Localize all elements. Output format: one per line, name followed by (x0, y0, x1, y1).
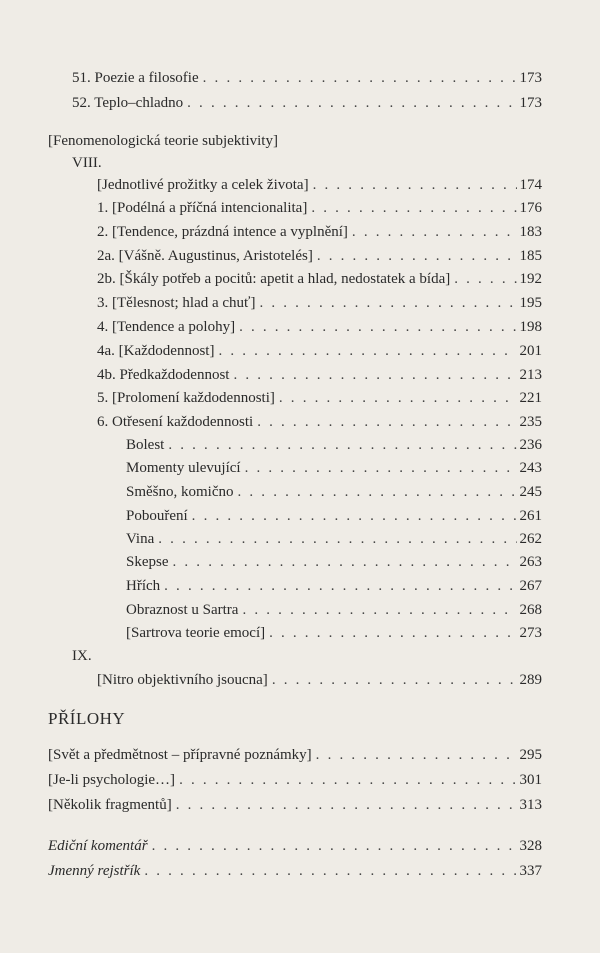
toc-entry-title: Ediční komentář (48, 838, 148, 854)
toc-entry-page: 195 (519, 295, 542, 311)
toc-subentry (126, 552, 542, 572)
toc-entry-title: 5. [Prolomení každodennosti] (97, 390, 275, 406)
toc-entry-page: 263 (519, 554, 542, 570)
toc-entry (48, 770, 542, 790)
toc-entry-page: 236 (519, 437, 542, 453)
leader-dots (233, 365, 516, 385)
toc-entry-page: 273 (519, 625, 542, 641)
toc-entry-page: 289 (519, 672, 542, 688)
toc-entry-page: 213 (519, 367, 542, 383)
toc-entry (97, 269, 542, 289)
leader-dots (245, 458, 517, 478)
toc-entry-title: [Nitro objektivního jsoucna] (97, 672, 268, 688)
toc-entry-page: 337 (519, 863, 542, 879)
appendices-heading: PŘÍLOHY (48, 709, 126, 728)
toc-entry-page: 174 (519, 177, 542, 193)
toc-entry-title: 4b. Předkaždodennost (97, 367, 230, 383)
leader-dots (144, 861, 516, 881)
leader-dots (164, 576, 516, 596)
leader-dots (269, 623, 516, 643)
toc-entry-page: 192 (519, 271, 542, 287)
toc-entry (97, 175, 542, 195)
leader-dots (192, 506, 517, 526)
toc-entry-title: [Svět a předmětnost – přípravné poznámky] (48, 747, 312, 763)
toc-entry-page: 261 (519, 508, 542, 524)
toc-subentry (126, 623, 542, 643)
leader-dots (158, 529, 516, 549)
toc-subentry (126, 482, 542, 502)
toc-entry-page: 176 (519, 200, 542, 216)
toc-entry-title: 4. [Tendence a polohy] (97, 319, 236, 335)
toc-entry-page: 185 (519, 248, 542, 264)
toc-entry-title: [Sartrova teorie emocí] (126, 625, 266, 641)
toc-entry-title: Skepse (126, 554, 169, 570)
toc-subentry (126, 529, 542, 549)
toc-entry-title: [Je-li psychologie…] (48, 772, 176, 788)
toc-entry-title: 3. [Tělesnost; hlad a chuť] (97, 295, 256, 311)
toc-entry-title: Vina (126, 531, 155, 547)
toc-entry (97, 365, 542, 385)
leader-dots (239, 317, 516, 337)
toc-entry (97, 222, 542, 242)
toc-entry (48, 795, 542, 815)
toc-entry-title: Pobouření (126, 508, 188, 524)
toc-entry-title: 4a. [Každodennost] (97, 343, 215, 359)
toc-entry-title: Bolest (126, 437, 165, 453)
toc-entry (48, 745, 542, 765)
leader-dots (168, 435, 516, 455)
leader-dots (242, 600, 516, 620)
toc-entry (97, 670, 542, 690)
toc-entry-page: 221 (519, 390, 542, 406)
toc-entry (97, 317, 542, 337)
leader-dots (454, 269, 516, 289)
toc-entry (97, 293, 542, 313)
toc-entry-title: [Jednotlivé prožitky a celek života] (97, 177, 309, 193)
leader-dots (352, 222, 517, 242)
leader-dots (313, 175, 517, 195)
toc-subentry (126, 458, 542, 478)
leader-dots (176, 795, 517, 815)
toc-entry-title: Směšno, komično (126, 484, 234, 500)
leader-dots (257, 412, 516, 432)
toc-entry (97, 341, 542, 361)
toc-entry-page: 313 (519, 797, 542, 813)
toc-entry (72, 68, 542, 88)
leader-dots (179, 770, 516, 790)
toc-entry-page: 268 (519, 602, 542, 618)
leader-dots (203, 68, 517, 88)
toc-subentry (126, 576, 542, 596)
leader-dots (272, 670, 517, 690)
leader-dots (311, 198, 516, 218)
toc-subentry (126, 600, 542, 620)
toc-entry-title: 51. Poezie a filosofie (72, 70, 199, 86)
toc-entry-title: [Několik fragmentů] (48, 797, 172, 813)
toc-entry-page: 173 (519, 70, 542, 86)
toc-entry (48, 836, 542, 856)
leader-dots (317, 246, 517, 266)
toc-entry-page: 183 (519, 224, 542, 240)
toc-entry-page: 301 (519, 772, 542, 788)
toc-entry-page: 245 (519, 484, 542, 500)
leader-dots (187, 93, 516, 113)
toc-entry-title: 6. Otřesení každodennosti (97, 414, 254, 430)
chapter-label-viii: VIII. (72, 155, 102, 171)
leader-dots (316, 745, 517, 765)
toc-entry-title: 2a. [Vášně. Augustinus, Aristotelés] (97, 248, 313, 264)
toc-entry-page: 235 (519, 414, 542, 430)
toc-entry (72, 93, 542, 113)
toc-entry (97, 198, 542, 218)
toc-entry-title: Hřích (126, 578, 161, 594)
toc-entry-page: 328 (519, 838, 542, 854)
toc-entry-title: 1. [Podélná a příčná intencionalita] (97, 200, 308, 216)
toc-entry (97, 388, 542, 408)
toc-entry (97, 246, 542, 266)
toc-entry-title: Jmenný rejstřík (48, 863, 141, 879)
toc-entry-title: 2b. [Škály potřeb a pocitů: apetit a hlad, nedostatek a bída] (97, 271, 451, 287)
toc-entry-page: 243 (519, 460, 542, 476)
leader-dots (218, 341, 516, 361)
toc-entry (97, 412, 542, 432)
toc-entry-title: Obraznost u Sartra (126, 602, 239, 618)
leader-dots (238, 482, 517, 502)
toc-entry-page: 262 (519, 531, 542, 547)
toc-entry (48, 861, 542, 881)
toc-entry-page: 295 (519, 747, 542, 763)
toc-entry-title: Momenty ulevující (126, 460, 241, 476)
leader-dots (279, 388, 517, 408)
chapter-label-ix: IX. (72, 648, 92, 664)
leader-dots (173, 552, 517, 572)
toc-subentry (126, 435, 542, 455)
toc-entry-page: 198 (519, 319, 542, 335)
toc-entry-title: 52. Teplo–chladno (72, 95, 184, 111)
toc-entry-page: 173 (519, 95, 542, 111)
leader-dots (259, 293, 516, 313)
toc-subentry (126, 506, 542, 526)
toc-entry-title: 2. [Tendence, prázdná intence a vyplnění] (97, 224, 348, 240)
part-heading: [Fenomenologická teorie subjektivity] (48, 133, 278, 149)
leader-dots (152, 836, 517, 856)
toc-entry-page: 201 (519, 343, 542, 359)
toc-entry-page: 267 (519, 578, 542, 594)
